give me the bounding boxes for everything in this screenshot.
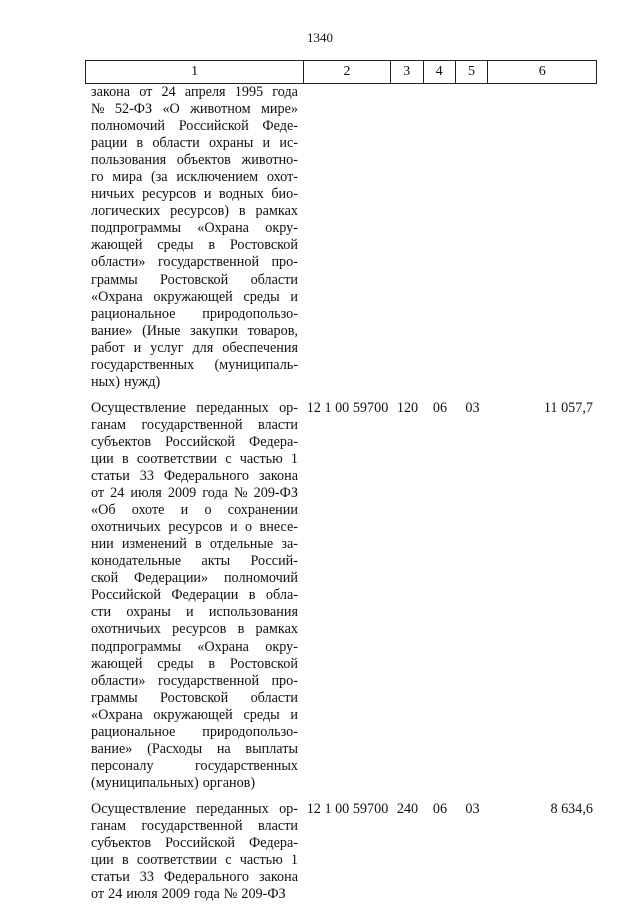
header-col-5: 5	[456, 61, 489, 83]
description-line: № 52-ФЗ «О животном мире»	[91, 101, 298, 118]
description-line: рациональное природопользо-	[91, 723, 298, 740]
description-line: ции в соответствии с частью 1	[91, 450, 298, 467]
description-line: от 24 июля 2009 года № 209-ФЗ	[91, 886, 286, 903]
description-line: Осуществление переданных ор-	[91, 800, 298, 817]
description-line: субъектов Российской Федера-	[91, 835, 298, 852]
description-line: конодательные акты Россий-	[91, 553, 298, 570]
description-line: полномочий Российской Феде-	[91, 118, 298, 135]
description-line: охотничьих ресурсов в рамках	[91, 621, 298, 638]
description-line: пользования объектов животно-	[91, 152, 298, 169]
table-row	[85, 801, 597, 903]
description-line: области» государственной про-	[91, 254, 298, 271]
description-line: ганам государственной власти	[91, 817, 298, 834]
row-description	[85, 400, 304, 792]
description-line: охотничьих ресурсов и о внесе-	[91, 519, 298, 536]
description-line: «Охрана окружающей среды и	[91, 288, 298, 305]
subsection-code: 03	[465, 800, 480, 817]
section-code: 06	[432, 800, 448, 817]
description-line: вание» (Расходы на выплаты	[91, 740, 298, 757]
header-col-1: 1	[86, 61, 304, 83]
description-line: ничьих ресурсов и водных био-	[91, 186, 298, 203]
description-line: подпрограммы «Охрана окру-	[91, 638, 298, 655]
row-gap	[85, 391, 597, 400]
description-line: статьи 33 Федерального закона	[91, 468, 298, 485]
expense-type-code: 120	[396, 399, 419, 416]
description-line: работ и услуг для обеспечения	[91, 339, 298, 356]
description-line: Российской Федерации в обла-	[91, 587, 298, 604]
expense-type-code: 240	[396, 800, 419, 817]
description-line: сти охраны и использования	[91, 604, 298, 621]
table-row	[85, 84, 597, 391]
description-line: ных) нужд)	[91, 373, 161, 390]
header-col-3: 3	[391, 61, 424, 83]
description-line: (муниципальных) органов)	[91, 774, 256, 791]
description-line: логических ресурсов) в рамках	[91, 203, 298, 220]
header-col-6: 6	[538, 64, 546, 79]
description-line: граммы Ростовской области	[91, 271, 298, 288]
row-description	[85, 84, 304, 391]
row-description	[85, 801, 304, 903]
description-line: ской Федерации» полномочий	[91, 570, 298, 587]
description-line: ции в соответствии с частью 1	[91, 852, 298, 869]
header-col-4: 4	[424, 61, 456, 83]
table-header	[85, 60, 597, 84]
description-line: рации в области охраны и ис-	[91, 135, 298, 152]
amount-value: 11 057,7	[543, 399, 593, 416]
amount-value: 8 634,6	[550, 800, 593, 817]
table-body	[85, 84, 597, 903]
description-line: вание» (Иные закупки товаров,	[91, 322, 298, 339]
page-number: 1340	[307, 30, 333, 45]
target-article-code: 12 1 00 59700	[306, 399, 389, 416]
description-line: «Охрана окружающей среды и	[91, 706, 298, 723]
description-line: области» государственной про-	[91, 672, 298, 689]
description-line: от 24 июля 2009 года № 209-ФЗ	[91, 485, 298, 502]
description-line: подпрограммы «Охрана окру-	[91, 220, 298, 237]
description-line: «Об охоте и о сохранении	[91, 502, 298, 519]
target-article-code: 12 1 00 59700	[306, 800, 389, 817]
description-line: ганам государственной власти	[91, 416, 298, 433]
description-line: Осуществление переданных ор-	[91, 399, 298, 416]
row-gap	[85, 792, 597, 801]
description-line: нии изменений в отдельные за-	[91, 536, 298, 553]
description-line: государственных (муниципаль-	[91, 356, 298, 373]
description-line: го мира (за исключением охот-	[91, 169, 298, 186]
description-line: статьи 33 Федерального закона	[91, 869, 298, 886]
description-line: жающей среды в Ростовской	[91, 237, 298, 254]
description-line: рациональное природопользо-	[91, 305, 298, 322]
description-line: жающей среды в Ростовской	[91, 655, 298, 672]
description-line: закона от 24 апреля 1995 года	[91, 84, 298, 100]
description-line: персоналу государственных	[91, 757, 298, 774]
description-line: граммы Ростовской области	[91, 689, 298, 706]
table-row	[85, 400, 597, 792]
section-code: 06	[432, 399, 448, 416]
header-col-2: 2	[304, 61, 391, 83]
subsection-code: 03	[465, 399, 480, 416]
description-line: субъектов Российской Федера-	[91, 433, 298, 450]
